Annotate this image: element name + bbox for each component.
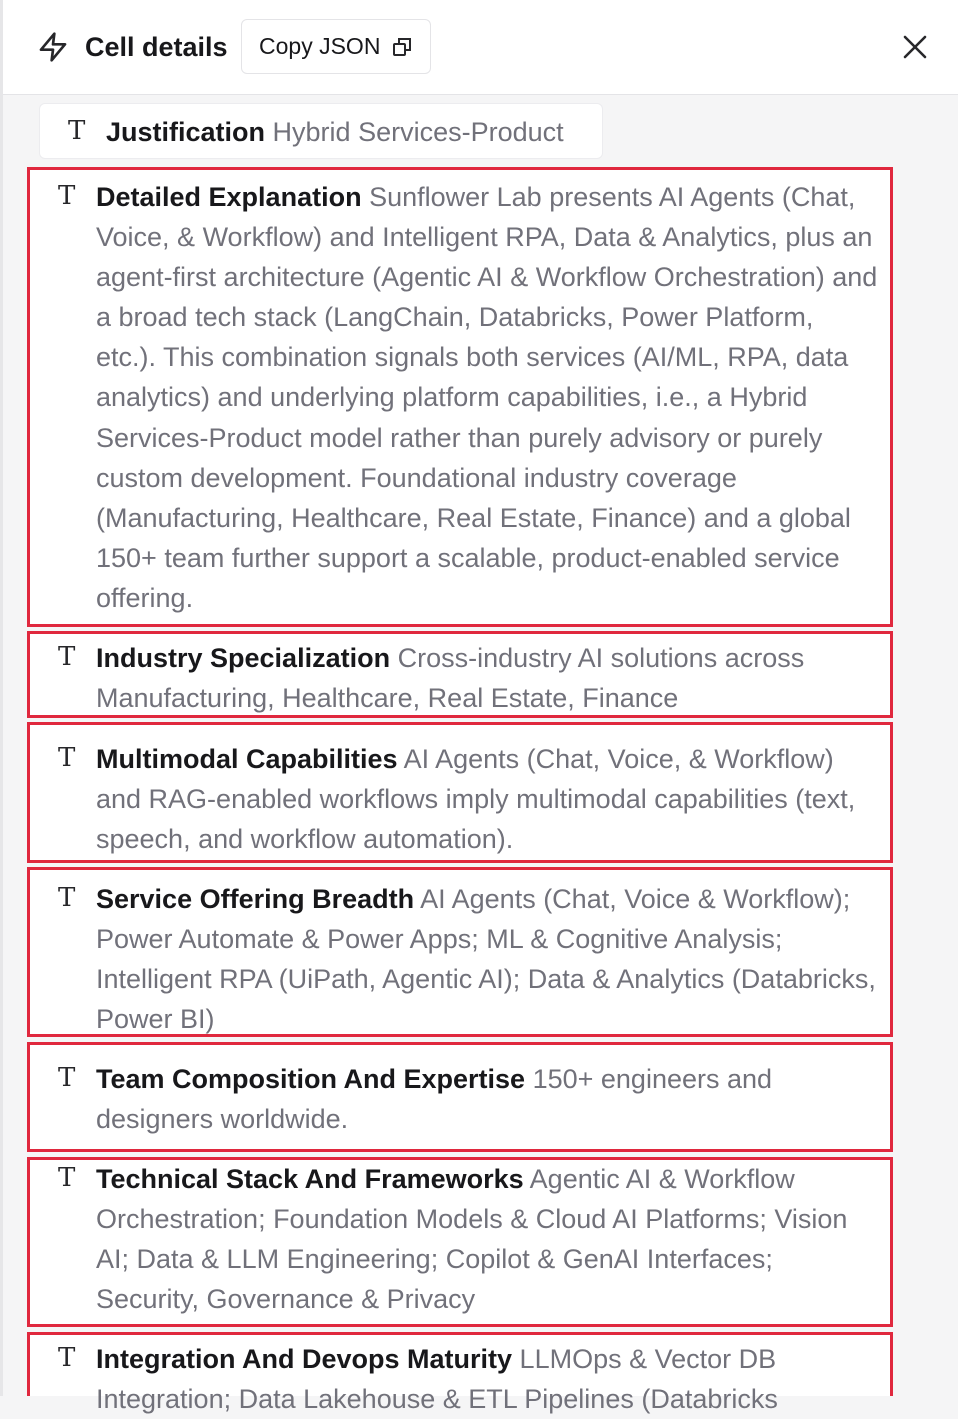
field-content bbox=[106, 112, 592, 152]
field-multimodal-capabilities bbox=[27, 722, 893, 863]
text-type-icon: T bbox=[58, 743, 76, 773]
copy-json-label: Copy JSON bbox=[259, 33, 381, 59]
field-value: AI Agents (Chat, Voice, & Workflow) and RAG-enabled workflows imply multimodal capabilities (text, speech, and workflow automation). bbox=[96, 744, 856, 855]
field-content bbox=[96, 1059, 880, 1139]
field-label: Technical Stack And Frameworks bbox=[96, 1164, 524, 1194]
text-type-icon: T bbox=[58, 642, 76, 672]
text-type-icon: T bbox=[58, 883, 76, 913]
field-value: Agentic AI & Workflow Orchestration; Foundation Models & Cloud AI Platforms; Vision AI; Data & LLM Engineering; Copilot & GenAI Interfaces; Security, Governance & Privacy bbox=[96, 1164, 848, 1315]
field-value: 150+ engineers and designers worldwide. bbox=[96, 1064, 773, 1135]
field-content bbox=[96, 1339, 880, 1419]
field-content bbox=[96, 638, 880, 718]
field-industry-specialization bbox=[27, 631, 893, 718]
field-content bbox=[96, 177, 880, 618]
panel-title: Cell details bbox=[85, 32, 228, 62]
field-integration-devops bbox=[27, 1332, 893, 1415]
panel-header bbox=[3, 0, 958, 95]
panel-left-edge bbox=[0, 0, 3, 1396]
field-team-composition bbox=[27, 1042, 893, 1152]
field-label: Justification bbox=[106, 117, 266, 147]
field-value: Sunflower Lab presents AI Agents (Chat, Voice, & Workflow) and Intelligent RPA, Data & Analytics, plus an agent-first architecture (Agentic AI & Workflow Orchestration) and a broad tech stack (LangChain, Databricks, Power Platform, etc.). This combination signals both services (AI/ML, RPA, data analytics) and underlying platform capabilities, i.e., a Hybrid Services-Product model rather than purely advisory or purely custom development. Foundational industry coverage (Manufacturing, Healthcare, Real Estate, Finance) and a global 150+ team further support a scalable, product-enabled service offering. bbox=[96, 182, 878, 613]
field-label: Multimodal Capabilities bbox=[96, 744, 398, 774]
field-value: AI Agents (Chat, Voice & Workflow); Power Automate & Power Apps; ML & Cognitive Analysis; Intelligent RPA (UiPath, Agentic AI); Data & Analytics (Databricks, Power BI) bbox=[96, 884, 876, 1035]
field-value: LLMOps & Vector DB Integration; Data Lakehouse & ETL Pipelines (Databricks bbox=[96, 1344, 778, 1415]
field-service-offering-breadth bbox=[27, 867, 893, 1037]
copy-icon bbox=[392, 37, 412, 57]
field-label: Detailed Explanation bbox=[96, 182, 362, 212]
text-type-icon: T bbox=[58, 1063, 76, 1093]
field-content bbox=[96, 1159, 880, 1319]
field-value: Hybrid Services-Product bbox=[272, 117, 564, 147]
copy-json-button[interactable] bbox=[241, 19, 431, 74]
close-icon[interactable] bbox=[901, 33, 929, 61]
field-justification bbox=[39, 103, 603, 159]
text-type-icon: T bbox=[58, 1163, 76, 1193]
field-label: Team Composition And Expertise bbox=[96, 1064, 526, 1094]
field-technical-stack bbox=[27, 1157, 893, 1327]
field-label: Integration And Devops Maturity bbox=[96, 1344, 513, 1374]
text-type-icon: T bbox=[68, 116, 86, 146]
field-detailed-explanation bbox=[27, 167, 893, 627]
field-label: Industry Specialization bbox=[96, 643, 391, 673]
text-type-icon: T bbox=[58, 1343, 76, 1373]
text-type-icon: T bbox=[58, 181, 76, 211]
field-content bbox=[96, 739, 880, 859]
bolt-icon bbox=[37, 30, 69, 64]
field-content bbox=[96, 879, 880, 1039]
field-label: Service Offering Breadth bbox=[96, 884, 415, 914]
field-value: Cross-industry AI solutions across Manufacturing, Healthcare, Real Estate, Finance bbox=[96, 643, 805, 714]
